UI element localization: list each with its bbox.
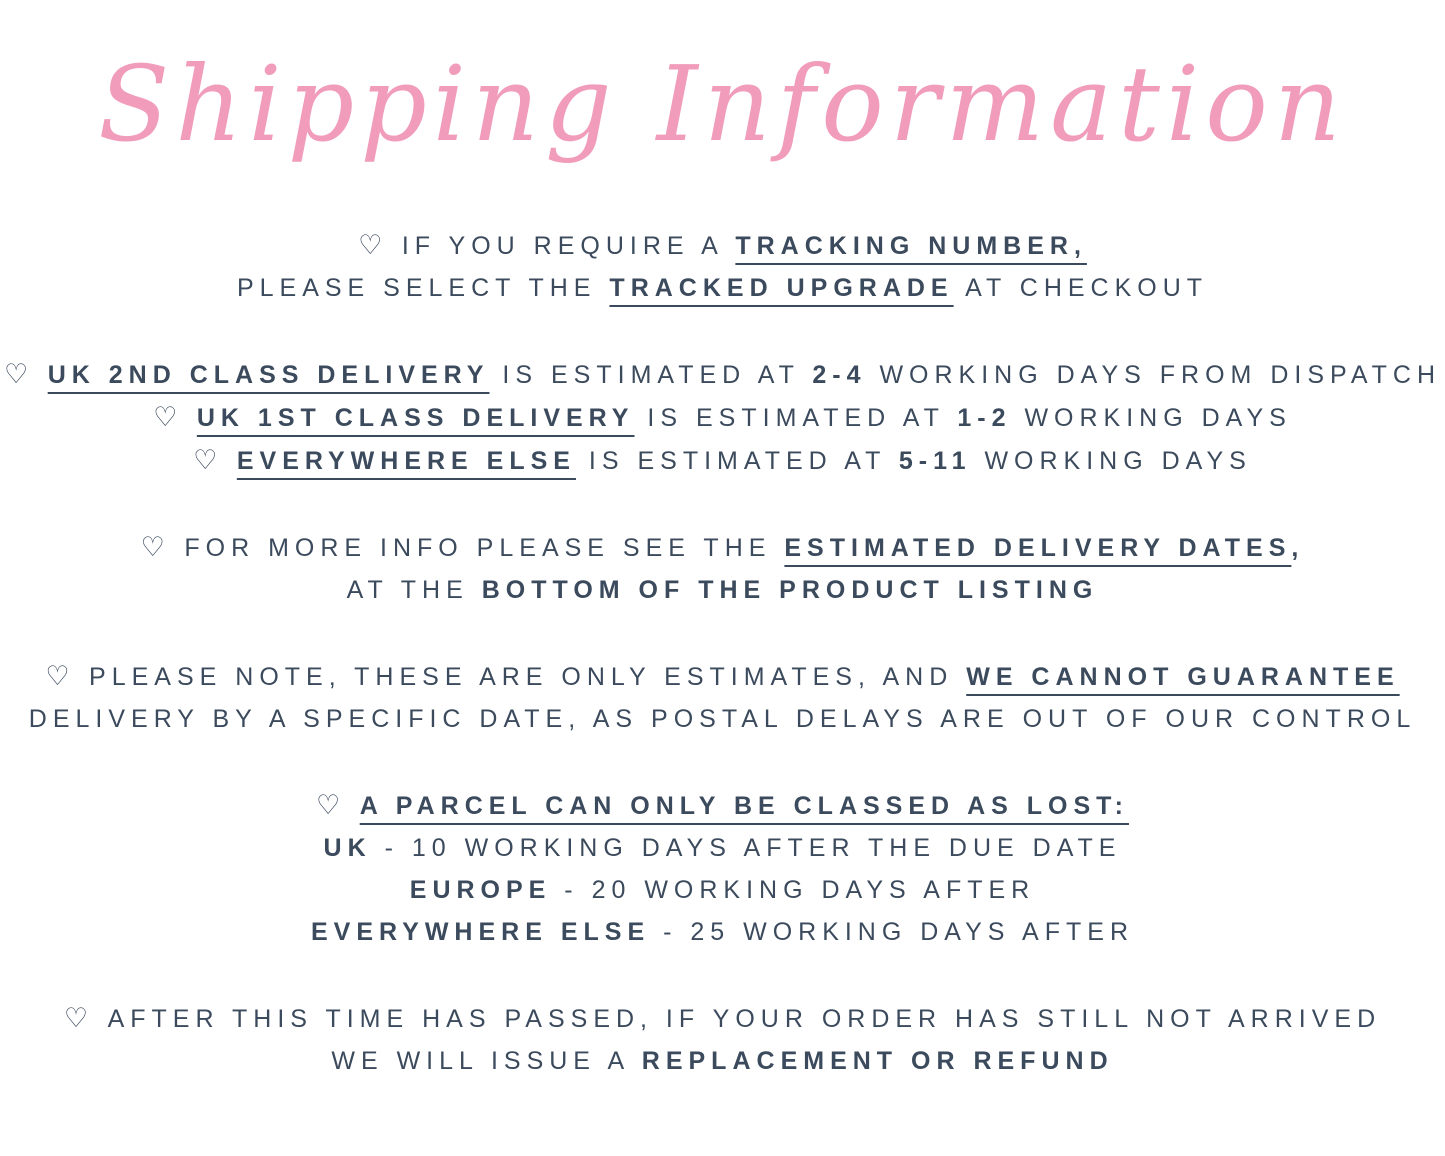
text-line — [0, 396, 1445, 439]
text-line — [0, 784, 1445, 827]
text-segment: IS ESTIMATED AT — [634, 404, 958, 432]
text-segment: DELIVERY BY A SPECIFIC DATE, AS POSTAL DELAYS ARE OUT OF OUR CONTROL — [28, 705, 1417, 733]
text-segment: WORKING DAYS — [1011, 404, 1292, 432]
paragraph — [0, 224, 1445, 309]
text-segment: BOTTOM OF THE PRODUCT LISTING — [481, 576, 1099, 604]
text-segment: 2-4 — [812, 361, 867, 389]
text-segment: FOR MORE INFO PLEASE SEE THE — [184, 534, 785, 562]
text-segment: - 10 WORKING DAYS AFTER THE DUE DATE — [371, 834, 1122, 862]
text-segment: WORKING DAYS — [971, 447, 1252, 475]
page-title: Shipping Information — [98, 43, 1347, 165]
heart-icon: ♡ — [315, 790, 360, 820]
text-segment: 1-2 — [957, 404, 1012, 432]
heart-icon: ♡ — [63, 1003, 108, 1033]
shipping-info-content — [0, 224, 1445, 1082]
text-segment: IS ESTIMATED AT — [575, 447, 899, 475]
heart-icon: ♡ — [3, 359, 48, 389]
text-segment: , — [1291, 534, 1305, 562]
text-segment: UK 2ND CLASS DELIVERY — [47, 361, 490, 389]
text-segment: 5-11 — [898, 447, 972, 475]
text-line — [0, 869, 1445, 911]
text-segment: TRACKING NUMBER, — [735, 232, 1087, 260]
text-line — [0, 439, 1445, 482]
text-line — [0, 224, 1445, 267]
text-segment: PLEASE SELECT THE — [236, 274, 610, 302]
paragraph — [0, 997, 1445, 1082]
text-line — [0, 698, 1445, 740]
text-segment: EVERYWHERE ELSE — [236, 447, 576, 475]
paragraph — [0, 526, 1445, 611]
text-segment: WE WILL ISSUE A — [331, 1047, 642, 1075]
text-line — [0, 569, 1445, 611]
text-segment: TRACKED UPGRADE — [609, 274, 954, 302]
text-line — [0, 911, 1445, 953]
text-line — [0, 267, 1445, 309]
heart-icon: ♡ — [140, 532, 185, 562]
text-line — [0, 997, 1445, 1040]
text-segment: WORKING DAYS FROM DISPATCH — [866, 361, 1442, 389]
paragraph — [0, 784, 1445, 953]
paragraph — [0, 353, 1445, 482]
text-line — [0, 1040, 1445, 1082]
text-segment: AT CHECKOUT — [953, 274, 1209, 302]
text-line — [0, 353, 1445, 396]
text-segment: A PARCEL CAN ONLY BE CLASSED AS LOST: — [359, 792, 1129, 820]
text-segment: IF YOU REQUIRE A — [401, 232, 736, 260]
heart-icon: ♡ — [193, 445, 237, 475]
text-segment: - 20 WORKING DAYS AFTER — [551, 876, 1036, 904]
text-segment: WE CANNOT GUARANTEE — [966, 663, 1400, 691]
text-segment: IS ESTIMATED AT — [489, 361, 813, 389]
text-line — [0, 526, 1445, 569]
text-line — [0, 827, 1445, 869]
text-segment: EVERYWHERE ELSE — [311, 918, 651, 946]
paragraph — [0, 655, 1445, 740]
heart-icon: ♡ — [358, 230, 402, 260]
heart-icon: ♡ — [153, 402, 197, 432]
text-segment: UK — [323, 834, 372, 862]
text-segment: REPLACEMENT OR REFUND — [641, 1047, 1114, 1075]
heart-icon: ♡ — [45, 661, 90, 691]
text-segment: AT THE — [346, 576, 482, 604]
text-segment: ESTIMATED DELIVERY DATES — [784, 534, 1292, 562]
text-line — [0, 655, 1445, 698]
text-segment: EUROPE — [409, 876, 552, 904]
text-segment: - 25 WORKING DAYS AFTER — [650, 918, 1134, 946]
text-segment: UK 1ST CLASS DELIVERY — [196, 404, 635, 432]
text-segment: AFTER THIS TIME HAS PASSED, IF YOUR ORDER HAS STILL NOT ARRIVED — [107, 1005, 1382, 1033]
text-segment: PLEASE NOTE, THESE ARE ONLY ESTIMATES, AND — [89, 663, 967, 691]
